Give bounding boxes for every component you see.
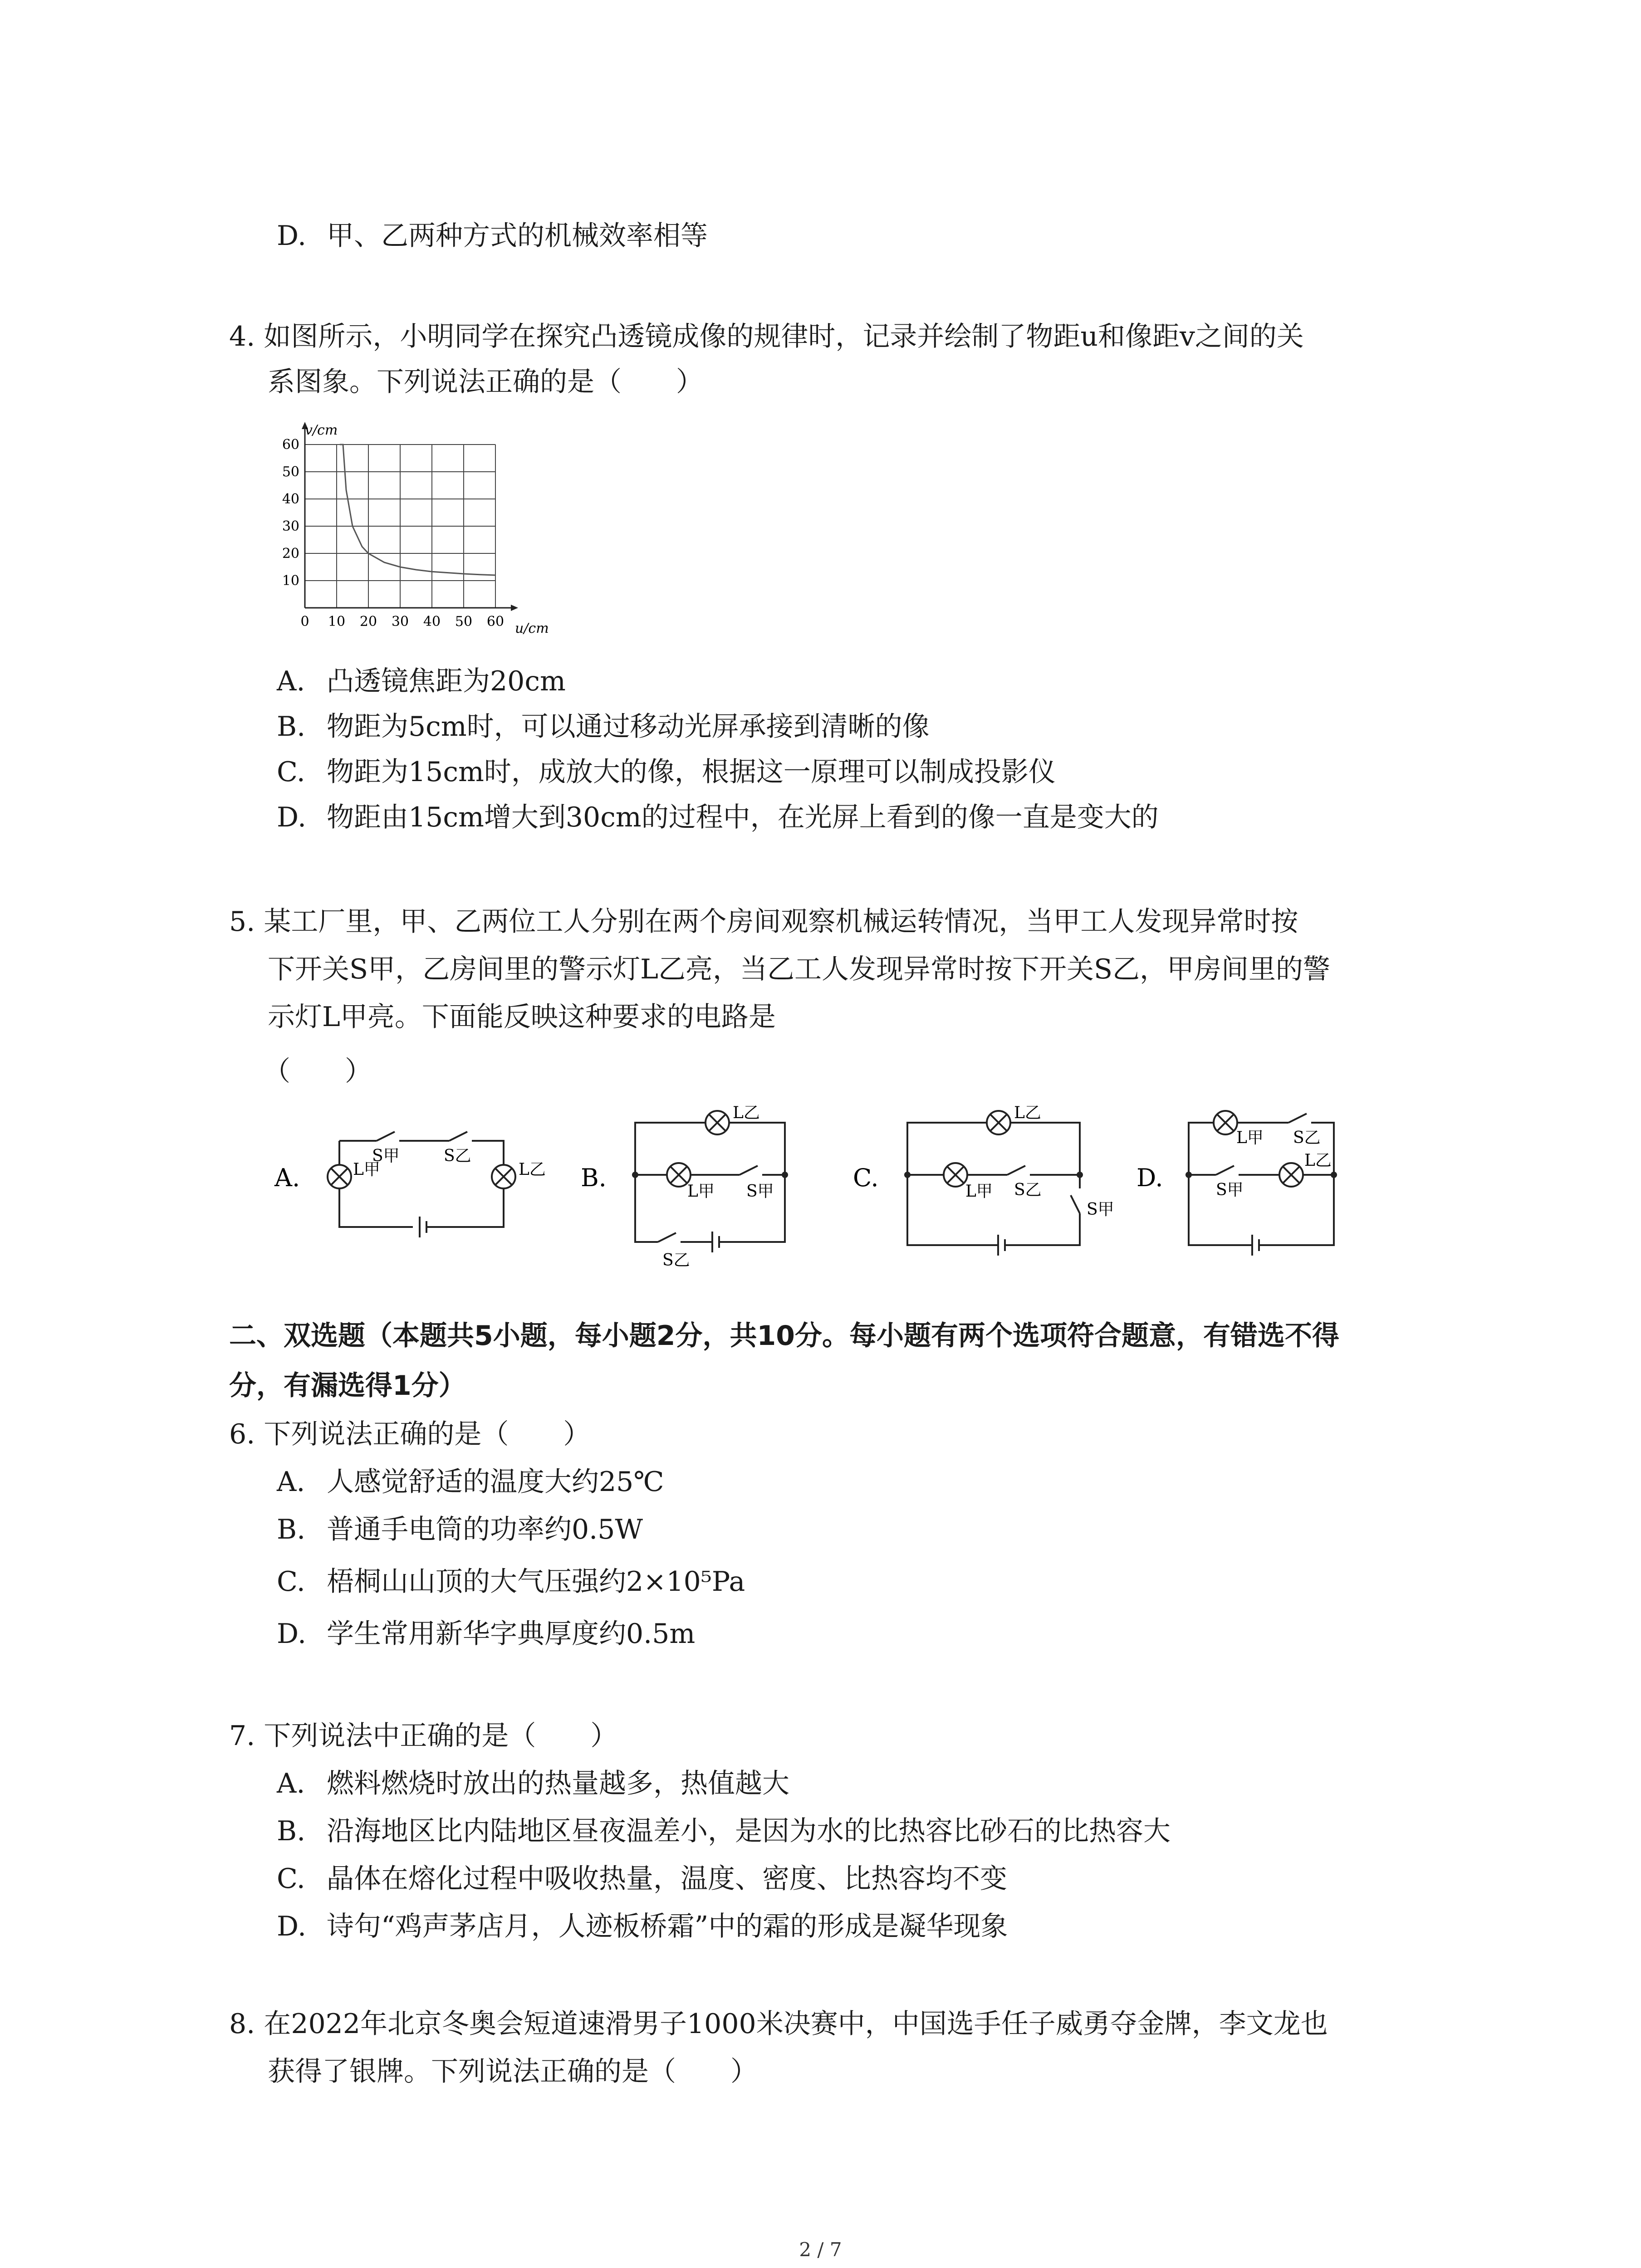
chart-y-label: v/cm xyxy=(305,422,338,438)
q5-stem-line2: 下开关S甲，乙房间里的警示灯L乙亮，当乙工人发现异常时按下开关S乙，甲房间里的警 xyxy=(268,953,1331,985)
q6-option-b xyxy=(277,1510,643,1549)
lamp-l-yi-b xyxy=(705,1111,729,1134)
x-tick-label: 30 xyxy=(391,614,409,630)
q7-option-d xyxy=(277,1907,1008,1945)
q4-stem-line1: 4. 如图所示，小明同学在探究凸透镜成像的规律时，记录并绘制了物距u和像距v之间的关 xyxy=(229,321,1304,352)
x-tick-label: 20 xyxy=(359,614,377,630)
option-letter: D. xyxy=(277,802,307,833)
circuit-a-letter: A. xyxy=(274,1163,300,1192)
label-l-yi: L乙 xyxy=(1014,1104,1041,1122)
chart-grid xyxy=(305,445,495,608)
lamp-l-yi-d xyxy=(1279,1163,1303,1187)
q8-stem-line1: 8. 在2022年北京冬奥会短道速滑男子1000米决赛中，中国选手任子威勇夺金牌，李文龙也 xyxy=(229,2008,1328,2040)
q6-option-c xyxy=(277,1563,745,1601)
circuit-c-letter: C. xyxy=(853,1163,879,1192)
label-l-jia: L甲 xyxy=(1236,1129,1264,1147)
q4-stem-line2: 系图象。下列说法正确的是（ ） xyxy=(268,366,703,398)
label-l-yi: L乙 xyxy=(733,1104,760,1122)
option-letter: A. xyxy=(277,1768,305,1799)
label-s-yi: S乙 xyxy=(444,1147,471,1165)
option-text: 甲、乙两种方式的机械效率相等 xyxy=(327,220,708,252)
option-text: 物距由15cm增大到30cm的过程中，在光屏上看到的像一直是变大的 xyxy=(327,802,1159,833)
x-tick-label: 0 xyxy=(300,614,309,630)
option-letter: C. xyxy=(277,1566,305,1598)
label-s-jia: S甲 xyxy=(1087,1200,1114,1219)
label-s-yi: S乙 xyxy=(662,1251,690,1270)
label-s-yi: S乙 xyxy=(1014,1181,1042,1199)
lamp-l-yi-c xyxy=(987,1111,1010,1134)
option-text: 沿海地区比内陆地区昼夜温差小，是因为水的比热容比砂石的比热容大 xyxy=(327,1815,1171,1847)
q5-stem-line3: 示灯L甲亮。下面能反映这种要求的电路是 xyxy=(268,1001,776,1033)
option-letter: C. xyxy=(277,756,305,788)
option-letter: D. xyxy=(277,220,307,252)
y-tick-label: 20 xyxy=(282,546,299,562)
option-text: 人感觉舒适的温度大约25℃ xyxy=(327,1466,664,1498)
option-text: 梧桐山山顶的大气压强约2×10⁵Pa xyxy=(327,1566,745,1598)
y-tick-label: 40 xyxy=(282,491,299,507)
q5-stem-line1: 5. 某工厂里，甲、乙两位工人分别在两个房间观察机械运转情况，当甲工人发现异常时按 xyxy=(229,906,1298,938)
x-tick-label: 60 xyxy=(486,614,505,630)
option-letter: B. xyxy=(277,711,306,743)
chart-x-label: u/cm xyxy=(515,621,549,636)
chart-axes xyxy=(302,422,518,611)
page-number: 2 / 7 xyxy=(799,2239,842,2261)
q6-option-a xyxy=(277,1463,664,1501)
label-l-yi: L乙 xyxy=(519,1160,546,1179)
option-letter: D. xyxy=(277,1911,307,1942)
label-l-yi: L乙 xyxy=(1304,1151,1332,1170)
q6-option-d xyxy=(277,1615,695,1653)
q6-stem: 6. 下列说法正确的是（ ） xyxy=(229,1418,591,1450)
option-letter: A. xyxy=(277,1466,305,1498)
y-tick-label: 50 xyxy=(282,464,299,480)
q7-option-a xyxy=(277,1765,789,1803)
y-tick-label: 30 xyxy=(282,518,299,534)
q4-option-a xyxy=(277,662,566,700)
option-text: 普通手电筒的功率约0.5W xyxy=(327,1514,643,1545)
circuit-b-letter: B. xyxy=(581,1163,607,1192)
label-s-jia: S甲 xyxy=(746,1182,774,1201)
chart-series-line xyxy=(340,445,495,575)
lamp-l-yi-a xyxy=(492,1165,515,1188)
lamp-l-jia-c xyxy=(944,1163,967,1187)
option-letter: A. xyxy=(277,665,305,697)
x-tick-label: 40 xyxy=(423,614,441,630)
option-text: 物距为5cm时，可以通过移动光屏承接到清晰的像 xyxy=(327,711,930,743)
q3-option-d xyxy=(277,217,708,255)
lamp-l-jia-a xyxy=(328,1165,351,1188)
q4-option-b xyxy=(277,708,930,746)
circuit-d-letter: D. xyxy=(1136,1163,1163,1192)
option-text: 学生常用新华字典厚度约0.5m xyxy=(327,1618,696,1650)
circuit-c xyxy=(907,1123,1080,1256)
x-tick-label: 10 xyxy=(328,614,346,630)
circuit-a xyxy=(339,1132,504,1237)
q4-option-d xyxy=(277,798,1159,836)
label-l-jia: L甲 xyxy=(965,1182,993,1201)
label-l-jia: L甲 xyxy=(687,1182,715,1201)
x-axis-arrow xyxy=(511,605,518,611)
x-tick-label: 50 xyxy=(455,614,473,630)
option-text: 凸透镜焦距为20cm xyxy=(327,665,566,697)
label-s-jia: S甲 xyxy=(1216,1181,1244,1199)
q4-option-c xyxy=(277,753,1056,791)
option-letter: B. xyxy=(277,1514,306,1545)
option-letter: B. xyxy=(277,1815,306,1847)
chart-ticks xyxy=(282,437,504,630)
option-letter: D. xyxy=(277,1618,307,1650)
q5-circuit-options xyxy=(263,1098,1397,1288)
label-l-jia: L甲 xyxy=(353,1160,380,1179)
option-text: 物距为15cm时，成放大的像，根据这一原理可以制成投影仪 xyxy=(327,756,1056,788)
q8-stem-line2: 获得了银牌。下列说法正确的是（ ） xyxy=(268,2056,758,2087)
q4-uv-chart xyxy=(254,417,554,644)
option-text: 诗句“鸡声茅店月，人迹板桥霜”中的霜的形成是凝华现象 xyxy=(327,1911,1008,1942)
option-letter: C. xyxy=(277,1863,305,1895)
section2-title-line2: 分，有漏选得1分） xyxy=(229,1370,466,1402)
option-text: 燃料燃烧时放出的热量越多，热值越大 xyxy=(327,1768,789,1799)
lamp-l-jia-d xyxy=(1214,1111,1237,1134)
q7-option-c xyxy=(277,1860,1007,1898)
section2-title-line1: 二、双选题（本题共5小题，每小题2分，共10分。每小题有两个选项符合题意，有错选不得 xyxy=(229,1320,1339,1352)
q7-option-b xyxy=(277,1812,1171,1850)
y-tick-label: 60 xyxy=(282,437,299,453)
y-tick-label: 10 xyxy=(282,573,299,589)
label-s-jia: S甲 xyxy=(372,1147,400,1165)
label-s-yi: S乙 xyxy=(1293,1129,1321,1147)
option-text: 晶体在熔化过程中吸收热量，温度、密度、比热容均不变 xyxy=(327,1863,1007,1895)
q7-stem: 7. 下列说法中正确的是（ ） xyxy=(229,1720,618,1752)
q5-stem-line4: （ ） xyxy=(263,1056,372,1087)
